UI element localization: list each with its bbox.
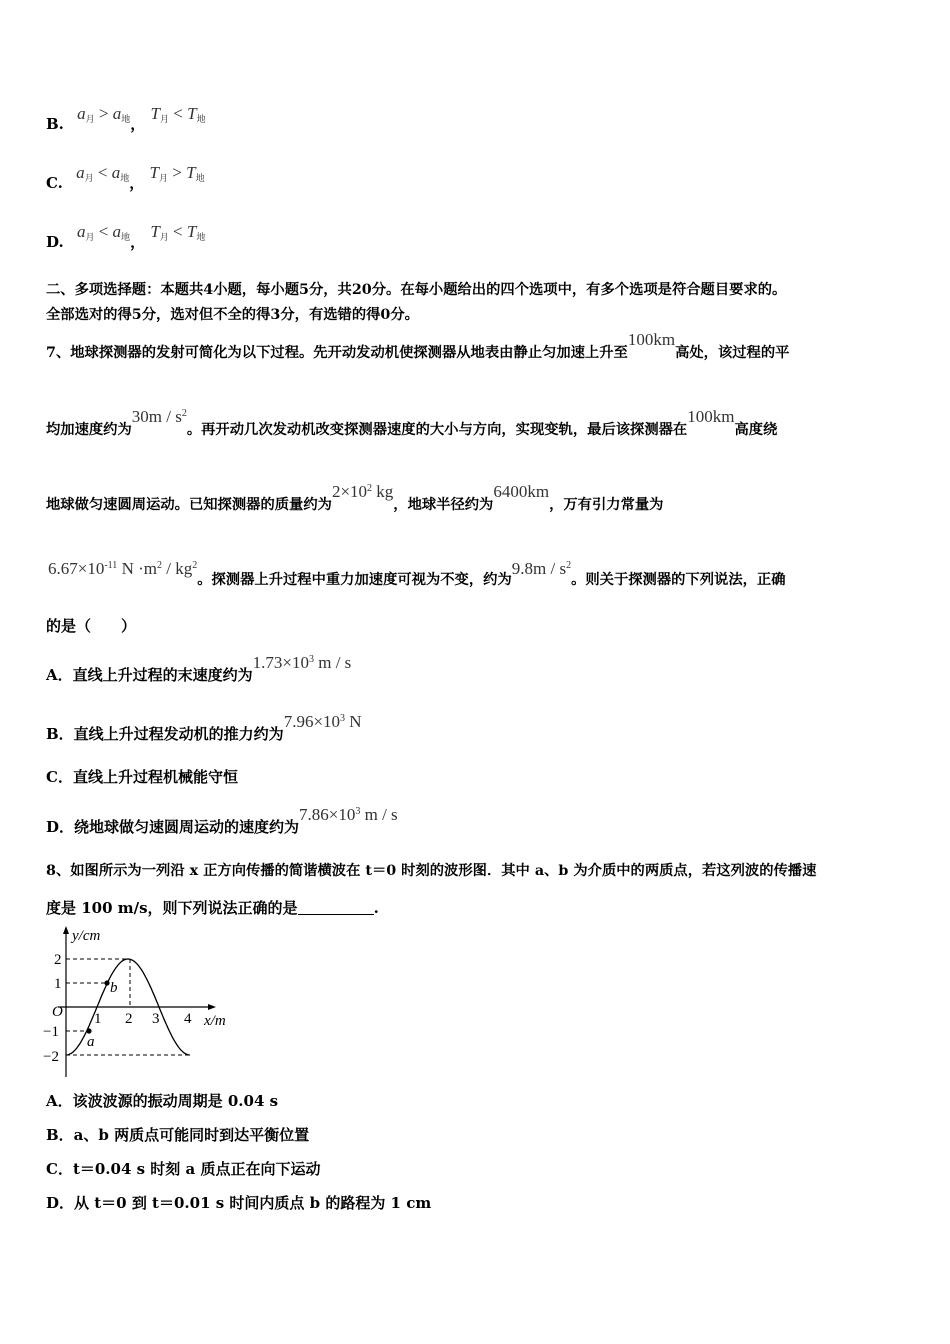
q8-option-d[interactable]: D．从 t＝0 到 t＝0.01 s 时间内质点 b 的路程为 1 cm xyxy=(46,1194,432,1212)
option-b-prev: B. $a_月 > a_地$， $T_月 < T_地$ xyxy=(46,104,206,133)
q8-stem-line1: 8、如图所示为一列沿 x 正方向传播的简谐横波在 t＝0 时刻的波形图．其中 a、b 为介质中的两质点，若这列波的传播速 xyxy=(46,863,817,879)
y-axis-arrow xyxy=(63,926,69,934)
q7-option-c[interactable]: C．直线上升过程机械能守恒 xyxy=(46,768,238,786)
x-axis-label: x/m xyxy=(204,1013,226,1029)
q7-stem-line2: 均加速度约为$30m / s^2$。再开动几次发动机改变探测器速度的大小与方向，实现变轨，最后该探测器在100km高度绕 xyxy=(46,407,778,438)
option-c-prev: C. $a_月 < a_地$， $T_月 > T_地$ xyxy=(46,163,205,192)
x-tick-4: 4 xyxy=(184,1011,192,1027)
x-tick-3: 3 xyxy=(152,1011,160,1027)
q7-stem-line1: 7、地球探测器的发射可简化为以下过程。先开动发动机使探测器从地表由静止匀加速上升至100km高处，该过程的平 xyxy=(46,330,790,361)
x-tick-2: 2 xyxy=(125,1011,133,1027)
q8-option-b[interactable]: B．a、b 两质点可能同时到达平衡位置 xyxy=(46,1126,310,1144)
y-axis-label: y/cm xyxy=(72,928,101,944)
q7-stem-line4: $6.67\times 10^{-11}$ $N \cdot m^2 / kg^2$。探测器上升过程中重力加速度可视为不变，约为$9.8m / s^2$。则关于探测器的下列说法，正确 xyxy=(48,559,786,588)
answer-blank[interactable] xyxy=(298,900,374,915)
option-b-formula: $a_月 > a_地$ xyxy=(77,104,131,124)
q7-option-d[interactable]: D．绕地球做匀速圆周运动的速度约为$7.86\times 10^3$ m / s xyxy=(46,805,398,836)
section-header-line2: 全部选对的得5分，选对但不全的得3分，有选错的得0分。 xyxy=(46,307,419,323)
q8-option-a[interactable]: A．该波波源的振动周期是 0.04 s xyxy=(46,1092,279,1110)
q7-stem-line3: 地球做匀速圆周运动。已知探测器的质量约为$2\times 10^2$ kg，地球半径约为6400km，万有引力常量为 xyxy=(46,482,664,513)
q8-option-c[interactable]: C．t＝0.04 s 时刻 a 质点正在向下运动 xyxy=(46,1160,321,1178)
y-tick-m1: −1 xyxy=(43,1024,59,1040)
y-tick-m2: −2 xyxy=(43,1049,59,1065)
x-tick-1: 1 xyxy=(94,1011,102,1027)
origin-label: O xyxy=(52,1004,63,1020)
point-b-dot xyxy=(104,980,109,985)
point-a-label: a xyxy=(87,1034,95,1050)
wave-graph xyxy=(40,922,250,1086)
q7-option-b[interactable]: B．直线上升过程发动机的推力约为$7.96\times 10^3$ N xyxy=(46,712,362,743)
section-header-line1: 二、多项选择题：本题共4小题，每小题5分，共20分。在每小题给出的四个选项中，有多个选项是符合题目要求的。 xyxy=(46,282,787,298)
option-c-formula: $a_月 < a_地$ xyxy=(76,163,130,183)
q7-stem-line5: 的是（ ） xyxy=(46,617,137,635)
y-tick-1: 1 xyxy=(54,976,62,992)
q7-option-a[interactable]: A．直线上升过程的末速度约为$1.73\times 10^3$ m / s xyxy=(46,653,352,684)
point-b-label: b xyxy=(110,980,118,996)
point-a-dot xyxy=(86,1028,91,1033)
q8-stem-line2: 度是 100 m/s，则下列说法正确的是 . xyxy=(46,899,379,917)
option-d-prev: D. $a_月 < a_地$， $T_月 < T_地$ xyxy=(46,222,206,251)
y-tick-2: 2 xyxy=(54,952,62,968)
option-d-formula: $a_月 < a_地$ xyxy=(76,222,131,242)
x-axis-arrow xyxy=(208,1004,216,1010)
